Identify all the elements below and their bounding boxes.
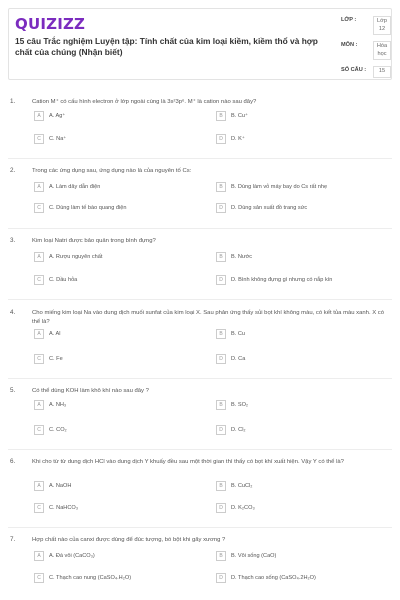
option-letter-box: A bbox=[34, 182, 44, 192]
answer-option-c[interactable] bbox=[34, 133, 66, 145]
option-text: A. Al bbox=[49, 331, 61, 337]
answer-option-b[interactable] bbox=[216, 550, 276, 562]
answer-option-d[interactable] bbox=[216, 502, 255, 514]
option-letter-box: A bbox=[34, 400, 44, 410]
option-letter-box: B bbox=[216, 481, 226, 491]
option-letter-box: D bbox=[216, 573, 226, 583]
answer-option-d[interactable] bbox=[216, 424, 246, 436]
option-text: D. Thạch cao sống (CaSO₄.2H₂O) bbox=[231, 575, 316, 581]
quizizz-logo: QUIZIZZ bbox=[15, 15, 86, 33]
option-text: B. Vôi sống (CaO) bbox=[231, 553, 277, 559]
question-divider bbox=[8, 449, 392, 450]
option-text: A. Rượu nguyên chất bbox=[49, 254, 103, 260]
option-letter-box: D bbox=[216, 425, 226, 435]
option-letter-box: B bbox=[216, 329, 226, 339]
option-text: D. Bình không đựng gì nhưng có nắp kín bbox=[231, 277, 333, 283]
option-letter-box: C bbox=[34, 134, 44, 144]
option-letter-box: B bbox=[216, 111, 226, 121]
option-letter-box: C bbox=[34, 573, 44, 583]
question-number: 3. bbox=[10, 237, 16, 244]
option-letter-box: D bbox=[216, 503, 226, 513]
option-text: C. CO₂ bbox=[49, 427, 67, 433]
answer-option-d[interactable] bbox=[216, 274, 332, 286]
option-letter-box: C bbox=[34, 503, 44, 513]
answer-option-a[interactable] bbox=[34, 181, 100, 193]
answer-option-a[interactable] bbox=[34, 251, 102, 263]
option-letter-box: B bbox=[216, 551, 226, 561]
count-label: SỐ CÂU : bbox=[341, 67, 367, 73]
question-number: 6. bbox=[10, 458, 16, 465]
question-divider bbox=[8, 158, 392, 159]
option-text: B. CuCl₂ bbox=[231, 483, 253, 489]
option-text: C. Dùng làm tế bào quang điện bbox=[49, 205, 127, 211]
class-label: LỚP : bbox=[341, 17, 357, 23]
question-text: Hợp chất nào của canxi được dùng để đúc tượng, bó bột khi gãy xương ? bbox=[32, 537, 226, 543]
option-text: A. NaOH bbox=[49, 483, 72, 489]
question-number: 1. bbox=[10, 98, 16, 105]
option-letter-box: B bbox=[216, 252, 226, 262]
question-text: Trong các ứng dụng sau, ứng dụng nào là của nguyên tố Cs: bbox=[32, 168, 192, 174]
option-text: B. Cu bbox=[231, 331, 245, 337]
option-text: C. NaHCO₃ bbox=[49, 505, 79, 511]
option-letter-box: C bbox=[34, 203, 44, 213]
question-text: Cation M⁺ có cấu hình electron ở lớp ngoài cùng là 3s²3p⁶. M⁺ là cation nào sau đây? bbox=[32, 99, 257, 105]
option-text: C. Fe bbox=[49, 356, 63, 362]
option-text: A. Làm dây dẫn điện bbox=[49, 184, 101, 190]
question-text: Khi cho từ từ dung dịch HCl vào dung dịch Y khuấy đều sau một thời gian thì thấy có bọt khí xuất hiện. Vậy Y có thể là? bbox=[32, 459, 344, 465]
answer-option-b[interactable] bbox=[216, 399, 248, 411]
option-text: A. Ag⁺ bbox=[49, 113, 66, 119]
option-letter-box: D bbox=[216, 275, 226, 285]
option-text: A. NH₃ bbox=[49, 402, 67, 408]
answer-option-d[interactable] bbox=[216, 202, 307, 214]
subject-label: MÔN : bbox=[341, 42, 358, 48]
subject-value: Hóa học bbox=[373, 41, 391, 60]
answer-option-d[interactable] bbox=[216, 353, 245, 365]
option-text: B. SO₂ bbox=[231, 402, 249, 408]
option-text: C. Thạch cao nung (CaSO₄.H₂O) bbox=[49, 575, 132, 581]
answer-option-b[interactable] bbox=[216, 110, 248, 122]
option-letter-box: B bbox=[216, 182, 226, 192]
answer-option-c[interactable] bbox=[34, 424, 67, 436]
question-number: 4. bbox=[10, 309, 16, 316]
option-letter-box: A bbox=[34, 551, 44, 561]
answer-option-c[interactable] bbox=[34, 353, 63, 365]
answer-option-d[interactable] bbox=[216, 572, 316, 584]
option-text: B. Dùng làm vỏ máy bay do Cs rất nhẹ bbox=[231, 184, 328, 190]
answer-option-b[interactable] bbox=[216, 328, 245, 340]
option-letter-box: C bbox=[34, 354, 44, 364]
option-text: D. Cl₂ bbox=[231, 427, 246, 433]
question-number: 7. bbox=[10, 536, 16, 543]
answer-option-b[interactable] bbox=[216, 251, 252, 263]
question-divider bbox=[8, 378, 392, 379]
answer-option-c[interactable] bbox=[34, 274, 77, 286]
option-letter-box: D bbox=[216, 354, 226, 364]
option-letter-box: A bbox=[34, 252, 44, 262]
answer-option-c[interactable] bbox=[34, 502, 78, 514]
answer-option-c[interactable] bbox=[34, 202, 126, 214]
option-letter-box: C bbox=[34, 425, 44, 435]
question-number: 2. bbox=[10, 167, 16, 174]
option-letter-box: C bbox=[34, 275, 44, 285]
worksheet-header bbox=[8, 8, 392, 80]
option-letter-box: A bbox=[34, 111, 44, 121]
answer-option-a[interactable] bbox=[34, 328, 61, 340]
option-text: B. Cu⁺ bbox=[231, 113, 248, 119]
worksheet-meta bbox=[329, 9, 393, 81]
option-text: D. Dùng sản xuất đồ trang sức bbox=[231, 205, 308, 211]
question-text: Có thể dùng KOH làm khô khí nào sau đây ? bbox=[32, 388, 149, 394]
option-letter-box: A bbox=[34, 481, 44, 491]
count-value: 15 bbox=[373, 66, 391, 78]
answer-option-d[interactable] bbox=[216, 133, 245, 145]
question-divider bbox=[8, 228, 392, 229]
question-text: Kim loại Natri được bảo quản trong bình đựng? bbox=[32, 238, 156, 244]
answer-option-a[interactable] bbox=[34, 110, 65, 122]
option-text: B. Nước bbox=[231, 254, 253, 260]
answer-option-a[interactable] bbox=[34, 550, 95, 562]
option-text: C. Na⁺ bbox=[49, 136, 67, 142]
class-value: Lớp 12 bbox=[373, 16, 391, 35]
option-text: D. K⁺ bbox=[231, 136, 245, 142]
worksheet-title: 15 câu Trắc nghiệm Luyện tập: Tính chất của kim loại kiềm, kiềm thổ và hợp chất của chúng (Nhận biết) bbox=[15, 36, 318, 57]
option-text: C. Dầu hỏa bbox=[49, 277, 78, 283]
option-text: A. Đá vôi (CaCO₃) bbox=[49, 553, 95, 559]
answer-option-a[interactable] bbox=[34, 480, 71, 492]
option-letter-box: B bbox=[216, 400, 226, 410]
answer-option-c[interactable] bbox=[34, 572, 131, 584]
answer-option-a[interactable] bbox=[34, 399, 66, 411]
option-letter-box: A bbox=[34, 329, 44, 339]
answer-option-b[interactable] bbox=[216, 480, 252, 492]
option-text: D. Ca bbox=[231, 356, 246, 362]
question-text: Cho miếng kim loại Na vào dung dịch muối sunfat của kim loại X. Sau phản ứng thấy sủi bọt khí không màu, có kết tủa màu xanh. X có thể là? bbox=[32, 310, 385, 325]
question-divider bbox=[8, 299, 392, 300]
question-divider bbox=[8, 527, 392, 528]
option-letter-box: D bbox=[216, 203, 226, 213]
option-text: D. K₂CO₃ bbox=[231, 505, 255, 511]
question-number: 5. bbox=[10, 387, 16, 394]
answer-option-b[interactable] bbox=[216, 181, 327, 193]
option-letter-box: D bbox=[216, 134, 226, 144]
